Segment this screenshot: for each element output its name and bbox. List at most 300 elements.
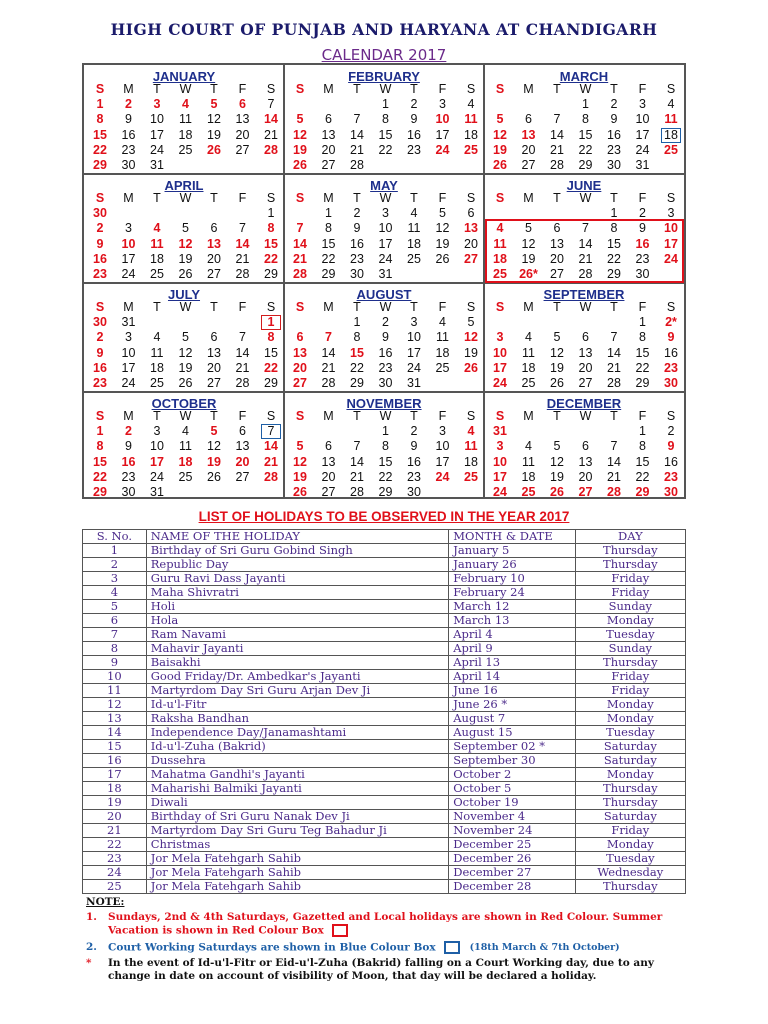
calendar-day: 19 (178, 360, 193, 375)
weekday-header: T (153, 191, 161, 205)
calendar-day: 27 (521, 158, 536, 172)
calendar-day: 2 (125, 97, 132, 112)
weekday-header: T (410, 300, 418, 314)
weekday-header: M (123, 300, 134, 314)
calendar-day: 26 (207, 142, 221, 157)
calendar-day: 27 (207, 376, 221, 390)
calendar-day: 23 (121, 142, 136, 157)
weekday-header: F (238, 82, 247, 96)
cell-day: Tuesday (575, 726, 685, 740)
calendar-day: 9 (382, 330, 389, 345)
cell-date: January 5 (449, 544, 575, 558)
weekday-header: T (353, 409, 361, 423)
table-row (83, 838, 686, 852)
calendar-day: 24 (493, 485, 507, 499)
cell-name: Maharishi Balmiki Jayanti (146, 782, 449, 796)
calendar-day: 29 (350, 376, 364, 390)
calendar-day: 19 (521, 251, 536, 266)
calendar-day: 28 (235, 376, 250, 390)
calendar-day: 4 (410, 206, 418, 221)
table-row (83, 614, 686, 628)
calendar-day: 26 (550, 485, 564, 499)
cell-date: March 12 (449, 600, 575, 614)
calendar-day: 31 (121, 315, 136, 330)
calendar-day: 6 (582, 330, 589, 345)
calendar-day: 2 (610, 97, 618, 112)
calendar-day: 2 (410, 97, 418, 112)
calendar-day: 9 (610, 112, 618, 127)
calendar-day: 26 (207, 469, 221, 484)
calendar-day: 23 (350, 251, 364, 266)
calendar-day: 16 (407, 454, 421, 469)
cell-date: December 26 (449, 852, 575, 866)
calendar-day: 3 (639, 97, 646, 112)
calendar-day: 27 (578, 485, 593, 499)
calendar-day: 30 (93, 206, 107, 221)
note-3 (86, 957, 686, 983)
calendar-day: 11 (407, 221, 421, 236)
cell-sno: 6 (83, 614, 147, 628)
calendar-day: 26 (293, 158, 307, 172)
calendar-day: 17 (493, 469, 507, 484)
calendar-day: 6 (467, 206, 475, 221)
cell-date: January 26 (449, 558, 575, 572)
month-december (484, 392, 684, 501)
calendar-day: 11 (522, 345, 535, 360)
weekday-header: W (579, 409, 592, 423)
cell-name: Independence Day/Janamashtami (146, 726, 449, 740)
calendar-day: 4 (525, 439, 532, 454)
weekday-header: T (210, 300, 218, 314)
table-row (83, 558, 686, 572)
calendar-day: 6 (582, 439, 589, 454)
calendar-day: 1 (382, 424, 389, 439)
cell-date: October 5 (449, 782, 575, 796)
calendar-day: 9 (125, 439, 132, 454)
cell-date: February 10 (449, 572, 575, 586)
cell-date: June 26 * (449, 698, 575, 712)
calendar-day: 31 (150, 485, 164, 499)
calendar-day: 4 (153, 330, 161, 345)
calendar-day: 23 (407, 142, 421, 157)
calendar-day: 12 (550, 454, 564, 469)
calendar-day: 10 (664, 221, 678, 236)
weekday-header: S (266, 191, 276, 205)
calendar-day: 16 (121, 127, 136, 142)
calendar-day: 17 (121, 251, 136, 266)
calendar-day: 7 (610, 330, 618, 345)
cell-name: Baisakhi (146, 656, 449, 670)
cell-name: Christmas (146, 838, 449, 852)
calendar-day: 21 (578, 251, 593, 266)
calendar-day: 6 (553, 221, 561, 236)
calendar-day: 28 (578, 267, 593, 281)
calendar-day: 3 (496, 439, 504, 454)
month-june (484, 174, 684, 283)
calendar-day: 4 (182, 97, 189, 112)
weekday-header: F (638, 191, 647, 205)
calendar-day: 11 (464, 439, 478, 454)
calendar-day: 18 (464, 127, 478, 142)
col-day: DAY (575, 530, 685, 544)
weekday-header: T (410, 409, 418, 423)
calendar-day: 11 (493, 236, 507, 251)
calendar-day: 12 (207, 112, 221, 127)
weekday-header: M (523, 191, 534, 205)
calendar-day: 30 (664, 376, 678, 390)
cell-sno: 10 (83, 670, 147, 684)
calendar-day: 20 (321, 142, 336, 157)
weekday-header: S (295, 300, 305, 314)
calendar-day: 6 (296, 330, 304, 345)
cell-name: Diwali (146, 796, 449, 810)
calendar-day: 31 (150, 158, 164, 172)
cell-sno: 19 (83, 796, 147, 810)
calendar-day: 6 (210, 330, 218, 345)
cell-day: Thursday (575, 558, 685, 572)
cell-name: Guru Ravi Dass Jayanti (146, 572, 449, 586)
calendar-day: 25 (150, 267, 164, 281)
calendar-day: 16 (664, 345, 678, 360)
weekday-header: W (579, 300, 592, 314)
calendar-day: 13 (207, 345, 221, 360)
weekday-header: F (238, 409, 247, 423)
weekday-header: T (610, 300, 618, 314)
weekday-header: T (410, 82, 418, 96)
calendar-day: 25 (464, 142, 478, 157)
table-row (83, 880, 686, 894)
calendar-day: 27 (550, 267, 564, 281)
cell-day: Monday (575, 614, 685, 628)
cell-name: Jor Mela Fatehgarh Sahib (146, 880, 449, 894)
month-march (484, 65, 684, 174)
calendar-day: 1 (267, 206, 275, 221)
calendar-day: 19 (178, 251, 193, 266)
weekday-header: T (210, 82, 218, 96)
col-sno: S. No. (83, 530, 147, 544)
calendar-day: 22 (635, 469, 650, 484)
calendar-day: 10 (150, 439, 164, 454)
calendar-day: 19 (550, 469, 564, 484)
calendar-day: 17 (635, 127, 650, 142)
calendar-day: 24 (435, 469, 450, 484)
calendar-day: 12 (207, 439, 221, 454)
calendar-day: 11 (522, 454, 535, 469)
calendar-day: 28 (550, 158, 564, 172)
month-name: MAY (370, 178, 398, 193)
cell-date: February 24 (449, 586, 575, 600)
cell-name: Id-u'l-Zuha (Bakrid) (146, 740, 449, 754)
calendar-day: 31 (493, 424, 507, 439)
calendar-day: 24 (121, 267, 136, 281)
note-1-text: Sundays, 2nd & 4th Saturdays, Gazetted and Local holidays are shown in Red Colour. Summer Vacation is shown in Red Colour Box (108, 911, 663, 937)
weekday-header: S (495, 191, 505, 205)
weekday-header: W (379, 191, 392, 205)
calendar-day: 3 (410, 315, 418, 330)
cell-name: Birthday of Sri Guru Nanak Dev Ji (146, 810, 449, 824)
weekday-header: M (123, 82, 134, 96)
calendar-day: 11 (179, 112, 192, 127)
calendar-day: 23 (664, 469, 678, 484)
weekday-header: F (638, 409, 647, 423)
calendar-day: 22 (321, 251, 336, 266)
calendar-day: 18 (150, 251, 164, 266)
cell-day: Sunday (575, 600, 685, 614)
note-1-number: 1. (86, 911, 97, 923)
calendar-day: 11 (464, 112, 478, 127)
calendar-day: 20 (321, 469, 336, 484)
calendar-day: 15 (635, 454, 650, 469)
calendar-day: 25 (435, 360, 450, 375)
calendar-day: 30 (350, 267, 364, 281)
cell-sno: 12 (83, 698, 147, 712)
calendar-day: 24 (150, 469, 164, 484)
weekday-header: W (379, 300, 392, 314)
weekday-header: M (523, 409, 534, 423)
calendar-day: 13 (464, 221, 478, 236)
calendar-day: 14 (350, 454, 364, 469)
calendar-day: 22 (378, 142, 393, 157)
cell-sno: 1 (83, 544, 147, 558)
calendar-day: 10 (150, 112, 164, 127)
cell-name: Birthday of Sri Guru Gobind Singh (146, 544, 449, 558)
calendar-day: 11 (664, 112, 678, 127)
calendar-day: 29 (264, 267, 278, 281)
calendar-day: 10 (121, 345, 136, 360)
calendar-day: 6 (239, 97, 246, 112)
weekday-header: M (523, 300, 534, 314)
calendar-day: 8 (382, 112, 389, 127)
calendar-day: 12 (493, 127, 507, 142)
calendar-day: 20 (207, 360, 221, 375)
calendar-day: 26 (435, 251, 450, 266)
calendar-day: 31 (378, 267, 393, 281)
table-row (83, 628, 686, 642)
calendar-day: 8 (610, 221, 618, 236)
calendar-day: 26 (464, 360, 478, 375)
calendar-day: 3 (125, 221, 132, 236)
calendar-day: 30 (121, 485, 136, 499)
calendar-day: 21 (293, 251, 307, 266)
calendar-day: 27 (578, 376, 593, 390)
calendar-day: 14 (321, 345, 336, 360)
cell-sno: 17 (83, 768, 147, 782)
cell-sno: 24 (83, 866, 147, 880)
cell-date: December 28 (449, 880, 575, 894)
cell-date: September 02 * (449, 740, 575, 754)
cell-sno: 23 (83, 852, 147, 866)
calendar-day: 4 (467, 97, 475, 112)
calendar-day: 14 (264, 439, 278, 454)
calendar-day: 2 (667, 424, 675, 439)
calendar-day: 7 (353, 112, 361, 127)
table-row (83, 670, 686, 684)
cell-day: Friday (575, 670, 685, 684)
calendar-day: 20 (578, 360, 593, 375)
cell-sno: 13 (83, 712, 147, 726)
month-february (284, 65, 484, 174)
calendar-day: 11 (179, 439, 192, 454)
calendar-day: 8 (382, 439, 389, 454)
calendar-day: 2 (410, 424, 418, 439)
weekday-header: S (295, 409, 305, 423)
calendar-day: 30 (121, 158, 136, 172)
month-september (484, 283, 684, 392)
calendar-day: 4 (525, 330, 532, 345)
weekday-header: T (353, 300, 361, 314)
calendar-day: 20 (464, 236, 478, 251)
notes-heading: NOTE: (86, 896, 125, 908)
calendar-day: 13 (321, 127, 336, 142)
cell-sno: 18 (83, 782, 147, 796)
calendar-subtitle: CALENDAR 2017 (321, 46, 447, 64)
calendar-day: 4 (467, 424, 475, 439)
calendar-day: 24 (664, 251, 678, 266)
calendar-day: 29 (93, 158, 107, 172)
weekday-header: S (666, 409, 676, 423)
weekday-header: M (123, 191, 134, 205)
calendar-day: 19 (464, 345, 478, 360)
calendar-day: 8 (639, 439, 646, 454)
cell-name: Jor Mela Fatehgarh Sahib (146, 866, 449, 880)
calendar-day: 15 (321, 236, 336, 251)
calendar-day: 29 (578, 158, 593, 172)
weekday-header: M (323, 191, 334, 205)
calendar-day: 23 (607, 142, 621, 157)
cell-day: Monday (575, 698, 685, 712)
calendar-day: 17 (664, 236, 678, 251)
calendar-day: 28 (264, 469, 278, 484)
calendar-day: 27 (464, 251, 478, 266)
month-name: DECEMBER (546, 396, 622, 411)
weekday-header: F (638, 300, 647, 314)
weekday-header: T (553, 82, 561, 96)
calendar-day: 5 (296, 112, 304, 127)
calendar-day: 22 (93, 469, 107, 484)
calendar-day: 25 (464, 469, 478, 484)
calendar-day: 6 (325, 112, 332, 127)
calendar-day: 20 (235, 127, 250, 142)
calendar-day: 3 (667, 206, 675, 221)
calendar-day: 16 (121, 454, 136, 469)
calendar-day: 5 (182, 221, 189, 236)
month-name: JULY (167, 287, 201, 302)
table-row (83, 866, 686, 880)
calendar-day: 25 (521, 376, 536, 390)
calendar-day: 17 (378, 236, 393, 251)
cell-name: Good Friday/Dr. Ambedkar's Jayanti (146, 670, 449, 684)
cell-date: April 13 (449, 656, 575, 670)
calendar-day: 11 (436, 330, 449, 345)
calendar-day: 14 (235, 236, 250, 251)
calendar-day: 4 (496, 221, 504, 236)
cell-date: April 14 (449, 670, 575, 684)
calendar-day: 4 (439, 315, 446, 330)
calendar-day: 29 (321, 267, 336, 281)
calendar-day: 9 (96, 345, 104, 360)
cell-name: Martyrdom Day Sri Guru Teg Bahadur Ji (146, 824, 449, 838)
calendar-day: 9 (96, 236, 104, 251)
weekday-header: F (238, 191, 247, 205)
calendar-day: 19 (293, 469, 307, 484)
calendar-day: 21 (235, 360, 250, 375)
calendar-day: 29 (378, 485, 393, 499)
holiday-table (82, 529, 686, 894)
holiday-list-title: LIST OF HOLIDAYS TO BE OBSERVED IN THE YEAR 2017 (198, 509, 570, 524)
cell-day: Saturday (575, 810, 685, 824)
calendar-day: 25 (178, 142, 193, 157)
calendar-day: 23 (93, 267, 107, 281)
cell-sno: 3 (83, 572, 147, 586)
month-name: OCTOBER (151, 396, 217, 411)
cell-date: April 9 (449, 642, 575, 656)
month-april (84, 174, 284, 283)
calendar-day: 20 (293, 360, 307, 375)
month-october (84, 392, 284, 501)
calendar-day: 21 (264, 127, 278, 142)
cell-day: Tuesday (575, 628, 685, 642)
cell-date: November 24 (449, 824, 575, 838)
cell-day: Monday (575, 838, 685, 852)
cell-date: November 4 (449, 810, 575, 824)
month-january (84, 65, 284, 174)
calendar-day: 16 (407, 127, 421, 142)
month-name: AUGUST (356, 287, 412, 302)
cell-name: Maha Shivratri (146, 586, 449, 600)
calendar-day: 12 (293, 127, 307, 142)
weekday-header: S (95, 300, 105, 314)
calendar-day: 14 (607, 454, 621, 469)
calendar-day: 28 (293, 267, 307, 281)
calendar-day: 18 (661, 128, 681, 143)
calendar-day: 28 (321, 376, 336, 390)
calendar-day: 5 (182, 330, 189, 345)
cell-name: Martyrdom Day Sri Guru Arjan Dev Ji (146, 684, 449, 698)
calendar-day: 5 (210, 97, 218, 112)
calendar-day: 8 (267, 330, 275, 345)
month-name: JANUARY (152, 69, 216, 84)
cell-date: October 2 (449, 768, 575, 782)
calendar-day: 26 (493, 158, 507, 172)
calendar-day: 27 (321, 158, 336, 172)
calendar-day: 26 (178, 267, 193, 281)
calendar-day: 17 (121, 360, 136, 375)
note-2-extra: (18th March & 7th October) (469, 942, 620, 953)
calendar-day: 30 (635, 267, 650, 281)
weekday-header: M (323, 82, 334, 96)
table-row (83, 600, 686, 614)
calendar-day: 5 (439, 206, 446, 221)
calendar-day: 10 (378, 221, 393, 236)
weekday-header: S (666, 300, 676, 314)
cell-day: Saturday (575, 754, 685, 768)
cell-day: Saturday (575, 740, 685, 754)
calendar-day: 25 (493, 267, 507, 281)
calendar-day: 3 (439, 424, 446, 439)
calendar-day: 9 (667, 330, 675, 345)
cell-name: Raksha Bandhan (146, 712, 449, 726)
calendar-day: 31 (635, 158, 650, 172)
weekday-header: S (466, 82, 476, 96)
weekday-header: W (379, 409, 392, 423)
weekday-header: S (266, 82, 276, 96)
calendar-day: 27 (235, 469, 250, 484)
month-name: MARCH (559, 69, 609, 84)
cell-name: Holi (146, 600, 449, 614)
calendar-day: 17 (150, 454, 164, 469)
calendar-day: 2 (639, 206, 646, 221)
red-box-legend-icon (332, 924, 348, 937)
